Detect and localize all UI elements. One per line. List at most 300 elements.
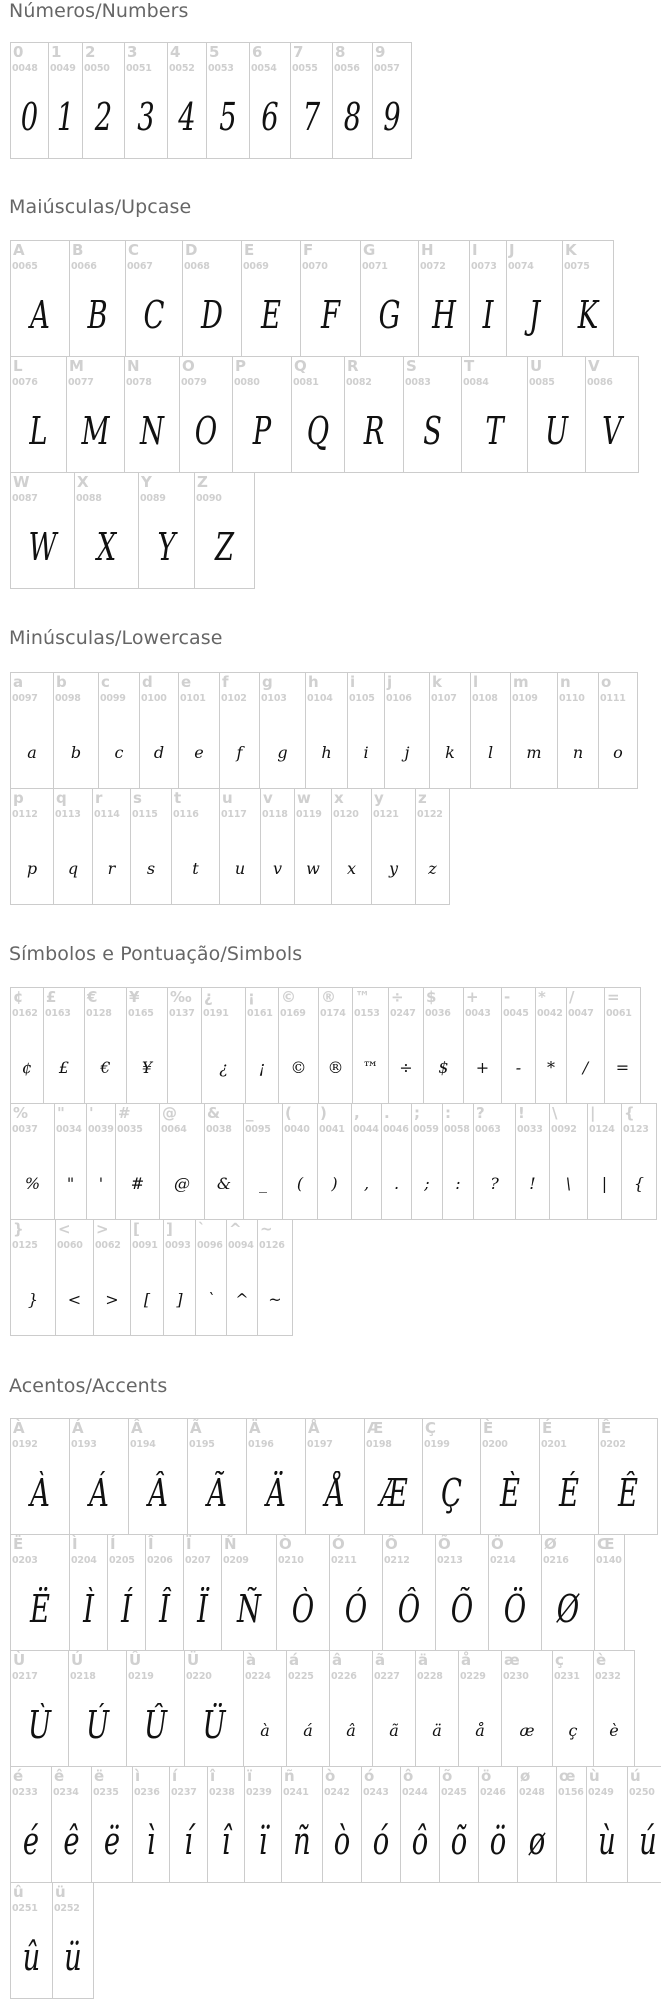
glyph-preview: B: [87, 293, 108, 337]
character-label: T: [464, 357, 475, 375]
character-code: 0238: [209, 1787, 235, 1798]
character-label: é: [13, 1767, 24, 1785]
character-code: 0078: [126, 377, 152, 388]
glyph-cell: [506, 240, 563, 357]
character-code: 0050: [84, 63, 110, 74]
character-label: Ç: [425, 1419, 437, 1437]
character-code: 0192: [12, 1439, 38, 1450]
glyph-cell: [515, 1103, 550, 1220]
character-code: 0125: [12, 1240, 38, 1251]
character-code: 0045: [503, 1008, 529, 1019]
glyph-preview: ¡: [258, 1058, 266, 1077]
character-label: W: [13, 473, 30, 491]
character-label: î: [210, 1767, 216, 1785]
character-code: 0117: [221, 809, 247, 820]
glyph-preview: ï: [258, 1819, 268, 1863]
character-label: b: [56, 673, 67, 691]
glyph-preview: É: [559, 1471, 579, 1515]
glyph-preview: :: [455, 1174, 461, 1193]
glyph-cell: [598, 1418, 658, 1535]
character-code: 0205: [109, 1555, 135, 1566]
character-code: 0080: [234, 377, 260, 388]
glyph-cell: [388, 987, 424, 1104]
character-label: 5: [209, 43, 220, 61]
character-label: |: [590, 1104, 596, 1122]
glyph-preview: ü: [64, 1935, 82, 1979]
character-label: d: [142, 673, 153, 691]
character-code: 0201: [541, 1439, 567, 1450]
glyph-cell: [535, 987, 567, 1104]
character-code: 0116: [173, 809, 199, 820]
glyph-preview: A: [30, 293, 50, 337]
glyph-row: [10, 472, 638, 589]
character-code: 0051: [126, 63, 152, 74]
glyph-preview: ¥: [141, 1058, 153, 1077]
glyph-preview: /: [582, 1058, 589, 1077]
glyph-preview: ì: [146, 1819, 156, 1863]
glyph-cell: [351, 1103, 382, 1220]
glyph-cell: [10, 1103, 55, 1220]
character-label: 1: [51, 43, 62, 61]
character-code: 0169: [280, 1008, 306, 1019]
character-code: 0048: [12, 63, 38, 74]
section-upcase: [9, 196, 622, 569]
glyph-cell: [403, 356, 462, 473]
glyph-cell: [107, 1534, 146, 1651]
glyph-preview: y: [388, 859, 399, 878]
character-code: 0059: [413, 1124, 439, 1135]
character-label: U: [530, 357, 543, 375]
glyph-preview: Ù: [27, 1703, 52, 1747]
character-code: 0224: [245, 1671, 271, 1682]
glyph-cell: [627, 1766, 661, 1883]
character-code: 0202: [600, 1439, 626, 1450]
glyph-preview: à: [260, 1721, 270, 1740]
character-label: >: [96, 1220, 109, 1238]
glyph-preview: L: [29, 409, 48, 453]
character-label: M: [69, 357, 84, 375]
glyph-preview: v: [272, 859, 283, 878]
glyph-preview: å: [475, 1721, 485, 1740]
glyph-preview: a: [27, 743, 37, 762]
character-code: 0234: [53, 1787, 79, 1798]
character-label: Ë: [13, 1535, 24, 1553]
character-label: ù: [589, 1767, 600, 1785]
glyph-cell: [364, 1418, 423, 1535]
character-code: 0101: [180, 693, 206, 704]
glyph-cell: [621, 1103, 657, 1220]
glyph-preview: %: [24, 1174, 41, 1193]
character-code: 0165: [128, 1008, 154, 1019]
glyph-preview: [168, 1038, 201, 1098]
character-label: Q: [294, 357, 307, 375]
glyph-preview: x: [346, 859, 357, 878]
glyph-preview: ú: [639, 1819, 657, 1863]
character-code: 0122: [417, 809, 443, 820]
character-code: 0084: [463, 377, 489, 388]
character-code: 0034: [56, 1124, 82, 1135]
character-label: ñ: [284, 1767, 295, 1785]
character-code: 0049: [50, 63, 76, 74]
character-label: ^: [229, 1220, 242, 1238]
character-label: m: [513, 673, 529, 691]
character-label: ü: [55, 1883, 66, 1901]
character-label: g: [262, 673, 273, 691]
glyph-preview: .: [393, 1174, 400, 1193]
glyph-cell: [10, 1650, 69, 1767]
character-code: 0244: [402, 1787, 428, 1798]
character-code: 0033: [517, 1124, 543, 1135]
glyph-cell: [10, 672, 54, 789]
character-label: G: [363, 241, 376, 259]
glyph-preview: ~: [268, 1290, 282, 1309]
glyph-cell: [501, 1650, 553, 1767]
character-code: 0046: [383, 1124, 409, 1135]
character-code: 0036: [425, 1008, 451, 1019]
glyph-cell: [10, 1766, 52, 1883]
character-code: 0249: [588, 1787, 614, 1798]
glyph-preview: Ø: [556, 1587, 580, 1631]
character-code: 0099: [100, 693, 126, 704]
glyph-preview: C: [143, 293, 165, 337]
glyph-preview: o: [613, 743, 623, 762]
character-label: ê: [54, 1767, 65, 1785]
glyph-preview: c: [114, 743, 124, 762]
character-label: Y: [141, 473, 152, 491]
character-label: 2: [85, 43, 96, 61]
glyph-row: [10, 788, 637, 905]
glyph-cell: [243, 1650, 287, 1767]
character-label: ®: [321, 988, 336, 1006]
glyph-preview: P: [252, 409, 272, 453]
glyph-preview: ¿: [219, 1058, 228, 1077]
glyph-cell: [130, 1219, 164, 1336]
character-label: 9: [375, 43, 386, 61]
character-code: 0193: [71, 1439, 97, 1450]
glyph-preview: D: [201, 293, 223, 337]
character-label: ä: [418, 1651, 429, 1669]
character-label: (: [285, 1104, 292, 1122]
glyph-cell: [243, 1103, 283, 1220]
character-code: 0054: [251, 63, 277, 74]
character-code: 0081: [293, 377, 319, 388]
character-code: 0200: [482, 1439, 508, 1450]
glyph-cell: [305, 1418, 365, 1535]
glyph-cell: [429, 672, 471, 789]
section-lowercase: [9, 627, 626, 878]
character-label: C: [128, 241, 140, 259]
character-label: û: [13, 1883, 24, 1901]
glyph-preview: $: [438, 1058, 449, 1077]
glyph-cell: [458, 1650, 502, 1767]
character-label: R: [347, 357, 359, 375]
character-code: 0228: [417, 1671, 443, 1682]
glyph-preview: w: [306, 859, 320, 878]
character-code: 0247: [390, 1008, 416, 1019]
character-label: ): [320, 1104, 327, 1122]
glyph-row: [10, 1882, 661, 1999]
glyph-cell: [10, 1534, 70, 1651]
glyph-preview: f: [236, 743, 243, 762]
character-label: K: [565, 241, 577, 259]
character-code: 0217: [12, 1671, 38, 1682]
glyph-cell: [411, 1103, 443, 1220]
character-code: 0097: [12, 693, 38, 704]
character-code: 0174: [320, 1008, 346, 1019]
glyph-preview: 6: [261, 95, 279, 139]
character-label: Ñ: [224, 1535, 237, 1553]
character-code: 0035: [117, 1124, 143, 1135]
character-label: â: [332, 1651, 343, 1669]
character-code: 0206: [147, 1555, 173, 1566]
glyph-grid: [10, 240, 638, 589]
character-label: f: [222, 673, 229, 691]
character-code: 0239: [246, 1787, 272, 1798]
character-code: 0214: [490, 1555, 516, 1566]
glyph-preview: Í: [121, 1587, 132, 1631]
glyph-cell: [245, 987, 279, 1104]
glyph-grid: [10, 987, 656, 1336]
glyph-preview: [: [143, 1290, 151, 1309]
character-label: +: [466, 988, 479, 1006]
glyph-cell: [82, 42, 125, 159]
glyph-cell: [10, 356, 67, 473]
glyph-cell: [461, 356, 528, 473]
glyph-preview: ,: [363, 1174, 370, 1193]
glyph-cell: [232, 356, 292, 473]
character-label: ì: [135, 1767, 141, 1785]
character-code: 0118: [262, 809, 288, 820]
character-code: 0252: [54, 1903, 80, 1914]
character-label: %: [13, 1104, 29, 1122]
glyph-row: [10, 1418, 661, 1535]
glyph-preview: >: [105, 1290, 119, 1309]
glyph-preview: ö: [489, 1819, 507, 1863]
character-code: 0230: [503, 1671, 529, 1682]
glyph-preview: Ú: [85, 1703, 110, 1747]
glyph-preview: ;: [424, 1174, 430, 1193]
glyph-cell: [182, 240, 242, 357]
glyph-preview: Á: [89, 1471, 109, 1515]
glyph-preview: @: [174, 1174, 190, 1193]
character-code: 0091: [132, 1240, 158, 1251]
glyph-cell: [300, 240, 361, 357]
character-label: h: [308, 673, 319, 691]
glyph-preview: Ò: [291, 1587, 315, 1631]
glyph-preview: (: [296, 1174, 304, 1193]
glyph-preview: _: [259, 1174, 267, 1193]
glyph-preview: j: [404, 743, 410, 762]
glyph-cell: [278, 987, 319, 1104]
glyph-preview: ': [98, 1174, 104, 1193]
character-code: 0231: [554, 1671, 580, 1682]
character-label: l: [473, 673, 479, 691]
character-label: i: [350, 673, 356, 691]
character-label: ë: [94, 1767, 105, 1785]
character-code: 0093: [165, 1240, 191, 1251]
glyph-preview: z: [428, 859, 437, 878]
glyph-row: [10, 987, 656, 1104]
glyph-cell: [317, 1103, 352, 1220]
glyph-preview: S: [423, 409, 442, 453]
glyph-cell: [501, 987, 536, 1104]
glyph-cell: [372, 42, 412, 159]
character-label: e: [181, 673, 192, 691]
glyph-cell: [562, 240, 614, 357]
character-label: t: [174, 789, 182, 807]
glyph-preview: í: [184, 1819, 193, 1863]
character-code: 0218: [70, 1671, 96, 1682]
glyph-preview: ë: [103, 1819, 121, 1863]
character-label: {: [624, 1104, 635, 1122]
character-label: _: [246, 1104, 254, 1122]
glyph-cell: [201, 987, 246, 1104]
glyph-cell: [415, 1650, 459, 1767]
character-label: w: [297, 789, 311, 807]
glyph-cell: [169, 1766, 208, 1883]
glyph-cell: [352, 987, 389, 1104]
glyph-cell: [171, 788, 220, 905]
character-label: $: [426, 988, 437, 1006]
character-code: 0128: [86, 1008, 112, 1019]
character-code: 0066: [71, 261, 97, 272]
character-label: æ: [504, 1651, 520, 1669]
glyph-cell: [552, 1650, 594, 1767]
character-label: Ø: [544, 1535, 557, 1553]
glyph-cell: [439, 1766, 479, 1883]
character-code: 0113: [55, 809, 81, 820]
glyph-preview: g: [277, 743, 288, 762]
character-code: 0213: [437, 1555, 463, 1566]
glyph-preview: ): [331, 1174, 338, 1193]
character-label: Õ: [438, 1535, 451, 1553]
character-label: /: [569, 988, 575, 1006]
glyph-preview: ò: [333, 1819, 351, 1863]
glyph-preview: {: [633, 1174, 645, 1193]
character-code: 0040: [284, 1124, 310, 1135]
character-code: 0105: [349, 693, 375, 704]
character-label: ©: [281, 988, 296, 1006]
glyph-preview: r: [107, 859, 116, 878]
character-code: 0095: [245, 1124, 271, 1135]
character-code: 0120: [333, 809, 359, 820]
glyph-cell: [183, 1534, 222, 1651]
glyph-cell: [43, 987, 85, 1104]
glyph-cell: [594, 1534, 625, 1651]
character-code: 0074: [508, 261, 534, 272]
glyph-preview: G: [378, 293, 401, 337]
glyph-cell: [206, 42, 250, 159]
glyph-preview: J: [529, 293, 540, 337]
character-label: A: [13, 241, 25, 259]
character-code: 0110: [559, 693, 585, 704]
glyph-preview: U: [544, 409, 569, 453]
character-label: 8: [335, 43, 346, 61]
character-code: 0108: [472, 693, 498, 704]
character-code: 0140: [596, 1555, 622, 1566]
glyph-cell: [159, 1103, 205, 1220]
character-label: Ä: [249, 1419, 261, 1437]
glyph-preview: m: [526, 743, 542, 762]
glyph-cell: [400, 1766, 440, 1883]
glyph-cell: [195, 1219, 227, 1336]
glyph-cell: [93, 1219, 131, 1336]
glyph-cell: [54, 1103, 87, 1220]
glyph-preview: é: [22, 1819, 40, 1863]
glyph-grid: [10, 1418, 661, 1999]
character-code: 0199: [424, 1439, 450, 1450]
glyph-preview: h: [321, 743, 332, 762]
glyph-cell: [384, 672, 430, 789]
character-code: 0067: [127, 261, 153, 272]
character-label: r: [95, 789, 103, 807]
glyph-preview: K: [577, 293, 599, 337]
character-label: Û: [129, 1651, 142, 1669]
glyph-preview: ã: [389, 1721, 399, 1740]
glyph-preview: 7: [302, 95, 321, 139]
glyph-cell: [138, 472, 195, 589]
character-code: 0115: [132, 809, 158, 820]
glyph-cell: [282, 1103, 318, 1220]
glyph-preview: ù: [598, 1819, 616, 1863]
glyph-cell: [478, 1766, 518, 1883]
character-code: 0121: [373, 809, 399, 820]
glyph-cell: [10, 788, 54, 905]
glyph-preview: Ü: [202, 1703, 226, 1747]
glyph-cell: [187, 1418, 247, 1535]
character-code: 0251: [12, 1903, 38, 1914]
section-numbers: [9, 0, 401, 139]
character-label: ]: [166, 1220, 173, 1238]
character-code: 0069: [243, 261, 269, 272]
character-label: :: [445, 1104, 451, 1122]
glyph-cell: [68, 1650, 127, 1767]
glyph-preview: ô: [411, 1819, 429, 1863]
character-label: 7: [293, 43, 304, 61]
character-label: [: [133, 1220, 140, 1238]
glyph-cell: [241, 240, 301, 357]
character-code: 0043: [465, 1008, 491, 1019]
character-label: }: [13, 1220, 24, 1238]
glyph-cell: [260, 788, 295, 905]
glyph-cell: [281, 1766, 323, 1883]
character-code: 0056: [334, 63, 360, 74]
glyph-cell: [290, 42, 333, 159]
character-label: Ì: [72, 1535, 78, 1553]
character-label: #: [118, 1104, 131, 1122]
glyph-preview: î: [221, 1819, 231, 1863]
glyph-cell: [381, 1103, 412, 1220]
glyph-preview: [599, 1579, 620, 1639]
character-code: 0232: [595, 1671, 621, 1682]
character-code: 0065: [12, 261, 38, 272]
glyph-cell: [372, 1650, 416, 1767]
character-label: c: [101, 673, 110, 691]
glyph-preview: b: [70, 743, 82, 762]
character-label: Ê: [601, 1419, 612, 1437]
character-code: 0111: [600, 693, 626, 704]
character-code: 0079: [181, 377, 207, 388]
glyph-cell: [329, 1650, 373, 1767]
glyph-cell: [286, 1650, 330, 1767]
character-code: 0246: [480, 1787, 506, 1798]
glyph-preview: ç: [568, 1721, 578, 1740]
glyph-cell: [604, 987, 641, 1104]
character-code: 0071: [362, 261, 388, 272]
glyph-preview: ]: [176, 1290, 183, 1309]
character-code: 0227: [374, 1671, 400, 1682]
character-label: É: [542, 1419, 553, 1437]
